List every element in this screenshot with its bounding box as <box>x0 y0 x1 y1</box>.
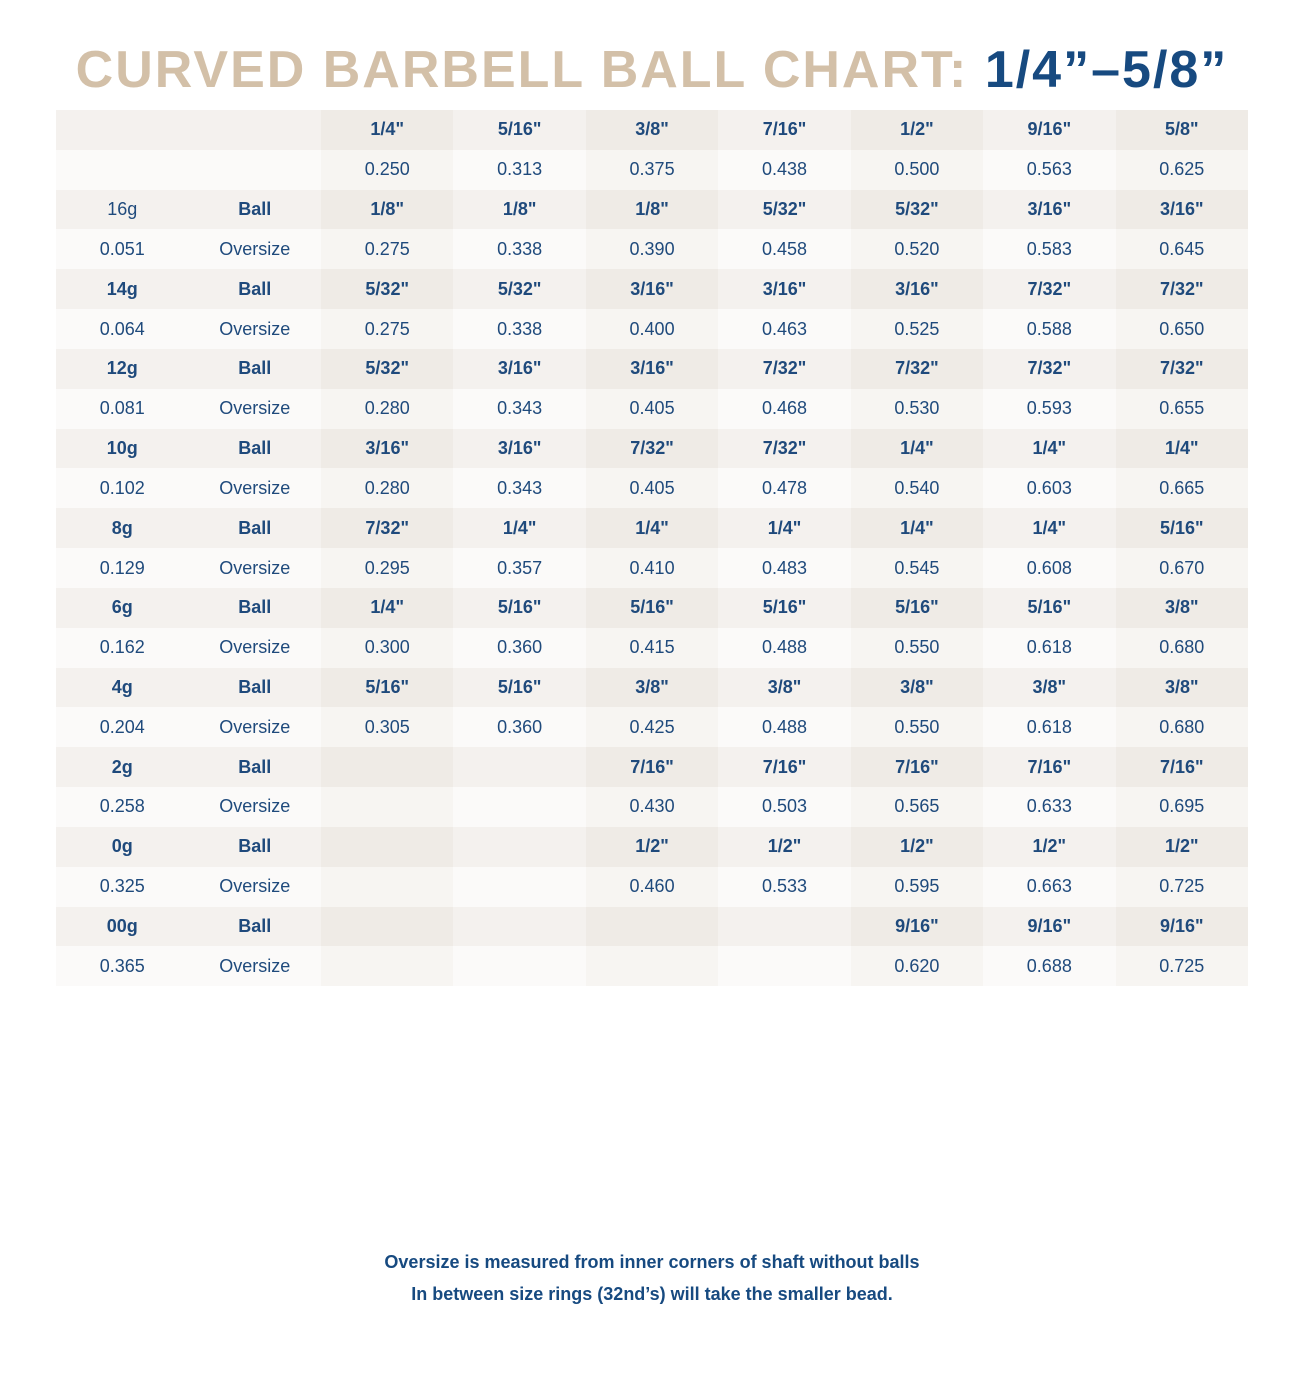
column-header-fraction: 5/16" <box>453 110 585 150</box>
oversize-cell: 0.305 <box>321 707 453 747</box>
oversize-cell <box>718 946 850 986</box>
oversize-cell: 0.665 <box>1116 468 1248 508</box>
ball-size-cell: 5/16" <box>851 588 983 628</box>
ball-size-cell: 5/32" <box>321 269 453 309</box>
ball-size-cell: 9/16" <box>851 907 983 947</box>
oversize-cell: 0.360 <box>453 628 585 668</box>
oversize-cell: 0.595 <box>851 867 983 907</box>
oversize-cell: 0.478 <box>718 468 850 508</box>
oversize-cell: 0.550 <box>851 628 983 668</box>
ball-size-cell: 1/2" <box>851 827 983 867</box>
chart-title <box>0 38 1304 102</box>
oversize-cell: 0.280 <box>321 389 453 429</box>
gauge-thickness: 0.325 <box>56 867 189 907</box>
gauge-label: 6g <box>56 588 189 628</box>
ball-size-cell <box>453 827 585 867</box>
oversize-cell <box>321 787 453 827</box>
ball-size-cell: 5/32" <box>453 269 585 309</box>
gauge-label: 00g <box>56 907 189 947</box>
ball-size-cell: 3/16" <box>586 269 718 309</box>
header-empty-cell <box>189 110 322 150</box>
table-row-oversize <box>56 867 1248 907</box>
column-header-decimal: 0.375 <box>586 150 718 190</box>
gauge-label: 14g <box>56 269 189 309</box>
oversize-cell: 0.593 <box>983 389 1115 429</box>
ball-size-cell: 7/16" <box>586 747 718 787</box>
header-empty-cell <box>56 150 189 190</box>
oversize-cell: 0.458 <box>718 229 850 269</box>
oversize-cell: 0.343 <box>453 468 585 508</box>
oversize-cell: 0.583 <box>983 229 1115 269</box>
gauge-label: 12g <box>56 349 189 389</box>
ball-size-cell: 3/16" <box>453 349 585 389</box>
oversize-cell: 0.300 <box>321 628 453 668</box>
ball-size-table <box>56 110 1248 986</box>
oversize-cell: 0.463 <box>718 309 850 349</box>
ball-size-cell: 1/4" <box>453 508 585 548</box>
ball-size-cell: 9/16" <box>1116 907 1248 947</box>
oversize-cell: 0.565 <box>851 787 983 827</box>
ball-size-cell: 7/16" <box>983 747 1115 787</box>
ball-size-cell: 7/32" <box>851 349 983 389</box>
row-type-label: Ball <box>189 827 322 867</box>
row-type-label: Ball <box>189 269 322 309</box>
row-type-label: Ball <box>189 190 322 230</box>
chart-title-main: CURVED BARBELL BALL CHART: <box>75 41 969 99</box>
table-body <box>56 110 1248 986</box>
table-row-ball <box>56 190 1248 230</box>
header-empty-cell <box>189 150 322 190</box>
oversize-cell <box>453 946 585 986</box>
column-header-decimal: 0.250 <box>321 150 453 190</box>
column-header-decimal: 0.563 <box>983 150 1115 190</box>
table-row-ball <box>56 747 1248 787</box>
ball-size-cell: 1/4" <box>586 508 718 548</box>
row-type-label: Ball <box>189 907 322 947</box>
table-row-ball <box>56 668 1248 708</box>
ball-size-cell: 1/4" <box>983 508 1115 548</box>
oversize-cell: 0.430 <box>586 787 718 827</box>
oversize-cell: 0.670 <box>1116 548 1248 588</box>
oversize-cell: 0.695 <box>1116 787 1248 827</box>
ball-size-cell: 5/32" <box>851 190 983 230</box>
gauge-label: 8g <box>56 508 189 548</box>
ball-size-cell: 3/16" <box>1116 190 1248 230</box>
gauge-label: 10g <box>56 429 189 469</box>
table-row-ball <box>56 269 1248 309</box>
oversize-cell: 0.588 <box>983 309 1115 349</box>
ball-size-cell: 1/2" <box>718 827 850 867</box>
header-row-decimal <box>56 150 1248 190</box>
row-type-label: Oversize <box>189 468 322 508</box>
ball-size-cell <box>321 827 453 867</box>
column-header-decimal: 0.313 <box>453 150 585 190</box>
table-row-oversize <box>56 946 1248 986</box>
oversize-cell: 0.295 <box>321 548 453 588</box>
row-type-label: Oversize <box>189 389 322 429</box>
ball-size-cell: 7/16" <box>718 747 850 787</box>
ball-size-cell <box>453 747 585 787</box>
oversize-cell: 0.725 <box>1116 867 1248 907</box>
row-type-label: Ball <box>189 747 322 787</box>
oversize-cell: 0.410 <box>586 548 718 588</box>
ball-size-cell: 5/16" <box>453 668 585 708</box>
oversize-cell: 0.343 <box>453 389 585 429</box>
oversize-cell: 0.688 <box>983 946 1115 986</box>
footer-note-oversize: Oversize is measured from inner corners of shaft without balls <box>384 1252 920 1272</box>
ball-size-cell: 7/32" <box>1116 349 1248 389</box>
row-type-label: Ball <box>189 429 322 469</box>
table-row-ball <box>56 588 1248 628</box>
chart-title-range: 1/4”–5/8” <box>984 41 1229 99</box>
oversize-cell: 0.633 <box>983 787 1115 827</box>
oversize-cell: 0.400 <box>586 309 718 349</box>
table-row-ball <box>56 907 1248 947</box>
column-header-fraction: 3/8" <box>586 110 718 150</box>
oversize-cell: 0.650 <box>1116 309 1248 349</box>
ball-size-cell: 1/4" <box>851 429 983 469</box>
oversize-cell: 0.520 <box>851 229 983 269</box>
oversize-cell: 0.725 <box>1116 946 1248 986</box>
row-type-label: Oversize <box>189 787 322 827</box>
oversize-cell: 0.488 <box>718 628 850 668</box>
ball-size-cell: 1/4" <box>983 429 1115 469</box>
ball-size-cell: 7/32" <box>718 429 850 469</box>
oversize-cell <box>586 946 718 986</box>
oversize-cell: 0.680 <box>1116 628 1248 668</box>
oversize-cell: 0.275 <box>321 309 453 349</box>
ball-size-cell: 1/4" <box>321 588 453 628</box>
table-row-ball <box>56 429 1248 469</box>
row-type-label: Ball <box>189 508 322 548</box>
ball-size-cell <box>718 907 850 947</box>
ball-size-cell: 3/8" <box>586 668 718 708</box>
oversize-cell: 0.533 <box>718 867 850 907</box>
ball-size-cell <box>586 907 718 947</box>
oversize-cell: 0.360 <box>453 707 585 747</box>
oversize-cell: 0.550 <box>851 707 983 747</box>
ball-size-cell: 7/32" <box>983 349 1115 389</box>
row-type-label: Oversize <box>189 707 322 747</box>
ball-size-cell: 7/32" <box>983 269 1115 309</box>
ball-size-cell: 1/2" <box>983 827 1115 867</box>
row-type-label: Ball <box>189 349 322 389</box>
oversize-cell: 0.460 <box>586 867 718 907</box>
ball-size-cell: 3/8" <box>1116 588 1248 628</box>
ball-size-cell: 5/16" <box>453 588 585 628</box>
oversize-cell <box>453 787 585 827</box>
ball-size-cell: 7/32" <box>1116 269 1248 309</box>
ball-size-cell: 3/8" <box>718 668 850 708</box>
oversize-cell: 0.620 <box>851 946 983 986</box>
table-row-ball <box>56 349 1248 389</box>
oversize-cell: 0.405 <box>586 468 718 508</box>
table-row-oversize <box>56 787 1248 827</box>
gauge-label: 2g <box>56 747 189 787</box>
column-header-decimal: 0.438 <box>718 150 850 190</box>
ball-size-cell: 5/32" <box>321 349 453 389</box>
gauge-thickness: 0.365 <box>56 946 189 986</box>
oversize-cell: 0.530 <box>851 389 983 429</box>
ball-size-cell: 1/4" <box>718 508 850 548</box>
ball-size-cell: 1/2" <box>586 827 718 867</box>
gauge-label: 0g <box>56 827 189 867</box>
oversize-cell: 0.338 <box>453 229 585 269</box>
oversize-cell: 0.540 <box>851 468 983 508</box>
footer-note-rings: In between size rings (32nd’s) will take the smaller bead. <box>411 1284 893 1304</box>
ball-size-cell: 7/16" <box>851 747 983 787</box>
gauge-label: 4g <box>56 668 189 708</box>
table-row-oversize <box>56 309 1248 349</box>
ball-size-cell: 3/16" <box>983 190 1115 230</box>
row-type-label: Ball <box>189 668 322 708</box>
oversize-cell: 0.618 <box>983 707 1115 747</box>
ball-size-cell: 1/4" <box>1116 429 1248 469</box>
oversize-cell: 0.525 <box>851 309 983 349</box>
ball-size-cell: 3/8" <box>1116 668 1248 708</box>
oversize-cell <box>321 867 453 907</box>
oversize-cell: 0.483 <box>718 548 850 588</box>
ball-size-cell: 1/8" <box>453 190 585 230</box>
row-type-label: Oversize <box>189 548 322 588</box>
ball-size-cell: 7/16" <box>1116 747 1248 787</box>
oversize-cell: 0.280 <box>321 468 453 508</box>
column-header-fraction: 9/16" <box>983 110 1115 150</box>
ball-size-cell: 7/32" <box>321 508 453 548</box>
ball-size-cell: 3/16" <box>718 269 850 309</box>
ball-size-cell: 5/16" <box>1116 508 1248 548</box>
gauge-thickness: 0.102 <box>56 468 189 508</box>
oversize-cell: 0.338 <box>453 309 585 349</box>
table-row-oversize <box>56 468 1248 508</box>
gauge-label: 16g <box>56 190 189 230</box>
ball-size-cell: 7/32" <box>718 349 850 389</box>
ball-size-cell: 3/16" <box>453 429 585 469</box>
gauge-thickness: 0.204 <box>56 707 189 747</box>
oversize-cell: 0.357 <box>453 548 585 588</box>
oversize-cell <box>453 867 585 907</box>
gauge-thickness: 0.051 <box>56 229 189 269</box>
oversize-cell: 0.503 <box>718 787 850 827</box>
oversize-cell: 0.645 <box>1116 229 1248 269</box>
header-row-fraction <box>56 110 1248 150</box>
gauge-thickness: 0.081 <box>56 389 189 429</box>
gauge-thickness: 0.129 <box>56 548 189 588</box>
column-header-decimal: 0.500 <box>851 150 983 190</box>
row-type-label: Oversize <box>189 229 322 269</box>
oversize-cell: 0.275 <box>321 229 453 269</box>
ball-size-cell: 1/8" <box>586 190 718 230</box>
table-row-ball <box>56 508 1248 548</box>
ball-size-cell: 5/32" <box>718 190 850 230</box>
ball-size-cell: 5/16" <box>586 588 718 628</box>
row-type-label: Oversize <box>189 867 322 907</box>
ball-size-cell: 5/16" <box>718 588 850 628</box>
table-row-oversize <box>56 548 1248 588</box>
column-header-fraction: 5/8" <box>1116 110 1248 150</box>
ball-size-cell <box>453 907 585 947</box>
gauge-thickness: 0.258 <box>56 787 189 827</box>
table-row-ball <box>56 827 1248 867</box>
oversize-cell: 0.545 <box>851 548 983 588</box>
ball-size-cell: 5/16" <box>321 668 453 708</box>
ball-size-cell: 9/16" <box>983 907 1115 947</box>
oversize-cell: 0.425 <box>586 707 718 747</box>
ball-size-cell: 1/8" <box>321 190 453 230</box>
gauge-thickness: 0.064 <box>56 309 189 349</box>
row-type-label: Oversize <box>189 309 322 349</box>
oversize-cell: 0.415 <box>586 628 718 668</box>
ball-size-cell: 1/2" <box>1116 827 1248 867</box>
table-row-oversize <box>56 628 1248 668</box>
table-row-oversize <box>56 229 1248 269</box>
ball-size-cell: 7/32" <box>586 429 718 469</box>
gauge-thickness: 0.162 <box>56 628 189 668</box>
oversize-cell: 0.405 <box>586 389 718 429</box>
oversize-cell <box>321 946 453 986</box>
oversize-cell: 0.608 <box>983 548 1115 588</box>
oversize-cell: 0.618 <box>983 628 1115 668</box>
ball-size-cell: 1/4" <box>851 508 983 548</box>
oversize-cell: 0.655 <box>1116 389 1248 429</box>
oversize-cell: 0.663 <box>983 867 1115 907</box>
ball-size-cell: 3/16" <box>586 349 718 389</box>
ball-size-cell: 3/16" <box>321 429 453 469</box>
column-header-decimal: 0.625 <box>1116 150 1248 190</box>
ball-size-cell: 5/16" <box>983 588 1115 628</box>
column-header-fraction: 1/2" <box>851 110 983 150</box>
ball-size-cell <box>321 907 453 947</box>
oversize-cell: 0.468 <box>718 389 850 429</box>
row-type-label: Oversize <box>189 946 322 986</box>
ball-size-cell: 3/16" <box>851 269 983 309</box>
row-type-label: Ball <box>189 588 322 628</box>
ball-size-cell: 3/8" <box>851 668 983 708</box>
oversize-cell: 0.680 <box>1116 707 1248 747</box>
header-empty-cell <box>56 110 189 150</box>
column-header-fraction: 1/4" <box>321 110 453 150</box>
ball-size-cell <box>321 747 453 787</box>
row-type-label: Oversize <box>189 628 322 668</box>
oversize-cell: 0.603 <box>983 468 1115 508</box>
column-header-fraction: 7/16" <box>718 110 850 150</box>
oversize-cell: 0.488 <box>718 707 850 747</box>
ball-size-cell: 3/8" <box>983 668 1115 708</box>
table-row-oversize <box>56 707 1248 747</box>
table-row-oversize <box>56 389 1248 429</box>
oversize-cell: 0.390 <box>586 229 718 269</box>
